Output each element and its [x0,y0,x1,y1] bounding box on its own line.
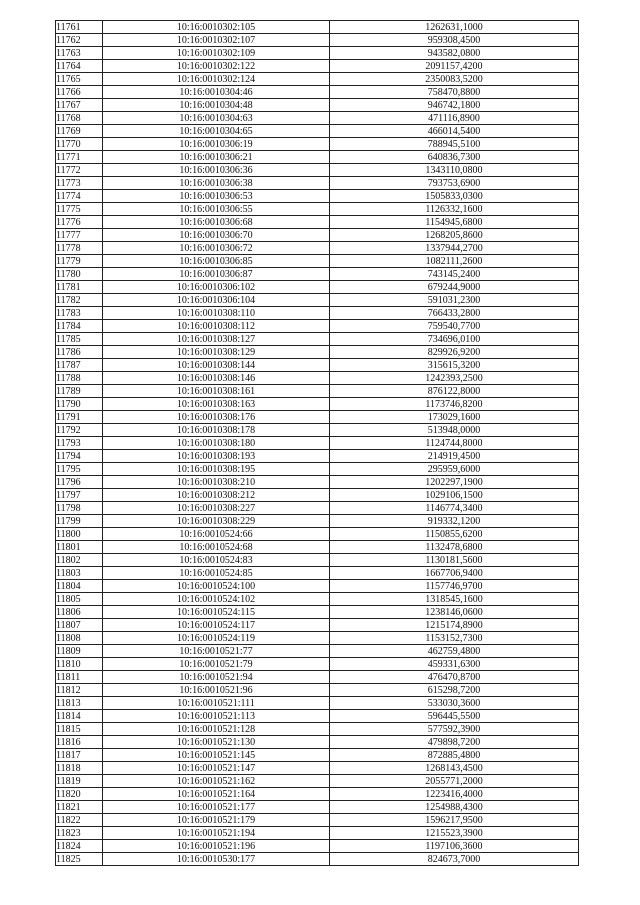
cadastral-number-cell: 10:16:0010521:164 [103,788,330,801]
cadastral-number-cell: 10:16:0010306:87 [103,268,330,281]
cadastral-number-cell: 10:16:0010304:63 [103,112,330,125]
cadastral-number-cell: 10:16:0010304:48 [103,99,330,112]
cadastral-number-cell: 10:16:0010308:161 [103,385,330,398]
cadastral-value-cell: 466014,5400 [330,125,579,138]
row-number-cell: 11784 [56,320,103,333]
row-number-cell: 11814 [56,710,103,723]
row-number-cell: 11808 [56,632,103,645]
table-row [56,216,579,229]
cadastral-number-cell: 10:16:0010302:124 [103,73,330,86]
cadastral-value-cell: 315615,3200 [330,359,579,372]
table-row [56,86,579,99]
table-row [56,580,579,593]
cadastral-value-cell: 1126332,1600 [330,203,579,216]
table-row [56,424,579,437]
cadastral-value-cell: 1197106,3600 [330,840,579,853]
row-number-cell: 11805 [56,593,103,606]
row-number-cell: 11810 [56,658,103,671]
row-number-cell: 11822 [56,814,103,827]
cadastral-number-cell: 10:16:0010524:119 [103,632,330,645]
cadastral-number-cell: 10:16:0010524:66 [103,528,330,541]
table-row [56,229,579,242]
row-number-cell: 11763 [56,47,103,60]
table-row [56,73,579,86]
cadastral-value-cell: 788945,5100 [330,138,579,151]
cadastral-number-cell: 10:16:0010521:162 [103,775,330,788]
row-number-cell: 11779 [56,255,103,268]
cadastral-value-cell: 1268143,4500 [330,762,579,775]
table-row [56,346,579,359]
row-number-cell: 11821 [56,801,103,814]
cadastral-value-cell: 1262631,1000 [330,21,579,34]
cadastral-value-cell: 640836,7300 [330,151,579,164]
cadastral-number-cell: 10:16:0010524:102 [103,593,330,606]
cadastral-number-cell: 10:16:0010306:104 [103,294,330,307]
cadastral-number-cell: 10:16:0010302:107 [103,34,330,47]
cadastral-value-cell: 943582,0800 [330,47,579,60]
cadastral-value-cell: 946742,1800 [330,99,579,112]
cadastral-value-cell: 476470,8700 [330,671,579,684]
cadastral-value-cell: 1337944,2700 [330,242,579,255]
cadastral-value-cell: 1146774,3400 [330,502,579,515]
cadastral-value-cell: 1132478,6800 [330,541,579,554]
table-row [56,34,579,47]
row-number-cell: 11776 [56,216,103,229]
cadastral-number-cell: 10:16:0010308:110 [103,307,330,320]
row-number-cell: 11791 [56,411,103,424]
table-row [56,697,579,710]
cadastral-value-cell: 2091157,4200 [330,60,579,73]
table-row [56,255,579,268]
row-number-cell: 11796 [56,476,103,489]
row-number-cell: 11781 [56,281,103,294]
cadastral-number-cell: 10:16:0010524:100 [103,580,330,593]
table-row [56,489,579,502]
cadastral-value-cell: 1202297,1900 [330,476,579,489]
cadastral-value-cell: 577592,3900 [330,723,579,736]
cadastral-number-cell: 10:16:0010521:96 [103,684,330,697]
cadastral-number-cell: 10:16:0010524:68 [103,541,330,554]
table-row [56,411,579,424]
row-number-cell: 11789 [56,385,103,398]
cadastral-number-cell: 10:16:0010306:53 [103,190,330,203]
row-number-cell: 11823 [56,827,103,840]
row-number-cell: 11787 [56,359,103,372]
cadastral-number-cell: 10:16:0010306:19 [103,138,330,151]
cadastral-value-cell: 1667706,9400 [330,567,579,580]
table-row [56,658,579,671]
table-row [56,619,579,632]
table-row [56,515,579,528]
cadastral-value-cell: 462759,4800 [330,645,579,658]
table-row [56,372,579,385]
row-number-cell: 11817 [56,749,103,762]
table-row [56,99,579,112]
row-number-cell: 11785 [56,333,103,346]
cadastral-number-cell: 10:16:0010308:212 [103,489,330,502]
cadastral-number-cell: 10:16:0010521:130 [103,736,330,749]
cadastral-number-cell: 10:16:0010308:193 [103,450,330,463]
cadastral-number-cell: 10:16:0010308:129 [103,346,330,359]
cadastral-number-cell: 10:16:0010306:21 [103,151,330,164]
row-number-cell: 11797 [56,489,103,502]
cadastral-value-cell: 596445,5500 [330,710,579,723]
cadastral-value-cell: 743145,2400 [330,268,579,281]
cadastral-value-cell: 1223416,4000 [330,788,579,801]
cadastral-number-cell: 10:16:0010521:79 [103,658,330,671]
row-number-cell: 11775 [56,203,103,216]
table-row [56,138,579,151]
cadastral-number-cell: 10:16:0010304:65 [103,125,330,138]
cadastral-number-cell: 10:16:0010308:146 [103,372,330,385]
row-number-cell: 11761 [56,21,103,34]
row-number-cell: 11793 [56,437,103,450]
table-row [56,112,579,125]
cadastral-number-cell: 10:16:0010524:115 [103,606,330,619]
cadastral-number-cell: 10:16:0010524:117 [103,619,330,632]
row-number-cell: 11780 [56,268,103,281]
cadastral-value-cell: 615298,7200 [330,684,579,697]
row-number-cell: 11798 [56,502,103,515]
cadastral-value-cell: 759540,7700 [330,320,579,333]
table-row [56,164,579,177]
table-row [56,606,579,619]
row-number-cell: 11790 [56,398,103,411]
cadastral-number-cell: 10:16:0010521:145 [103,749,330,762]
table-row [56,840,579,853]
table-row [56,190,579,203]
row-number-cell: 11819 [56,775,103,788]
table-row [56,528,579,541]
table-row [56,307,579,320]
cadastral-number-cell: 10:16:0010524:83 [103,554,330,567]
table-row [56,749,579,762]
row-number-cell: 11804 [56,580,103,593]
row-number-cell: 11782 [56,294,103,307]
cadastral-number-cell: 10:16:0010308:227 [103,502,330,515]
table-row [56,398,579,411]
cadastral-value-cell: 1318545,1600 [330,593,579,606]
table-row [56,645,579,658]
row-number-cell: 11795 [56,463,103,476]
table-row [56,827,579,840]
table-row [56,853,579,866]
cadastral-value-cell: 1157746,9700 [330,580,579,593]
cadastral-number-cell: 10:16:0010306:68 [103,216,330,229]
cadastral-number-cell: 10:16:0010306:72 [103,242,330,255]
cadastral-number-cell: 10:16:0010521:128 [103,723,330,736]
cadastral-number-cell: 10:16:0010521:179 [103,814,330,827]
row-number-cell: 11765 [56,73,103,86]
cadastral-number-cell: 10:16:0010308:112 [103,320,330,333]
cadastral-number-cell: 10:16:0010530:177 [103,853,330,866]
table-row [56,775,579,788]
cadastral-value-cell: 1082111,2600 [330,255,579,268]
table-row [56,788,579,801]
cadastral-number-cell: 10:16:0010521:111 [103,697,330,710]
table-row [56,177,579,190]
cadastral-number-cell: 10:16:0010308:210 [103,476,330,489]
cadastral-value-cell: 1254988,4300 [330,801,579,814]
row-number-cell: 11813 [56,697,103,710]
row-number-cell: 11762 [56,34,103,47]
row-number-cell: 11767 [56,99,103,112]
row-number-cell: 11820 [56,788,103,801]
cadastral-value-cell: 793753,6900 [330,177,579,190]
row-number-cell: 11774 [56,190,103,203]
row-number-cell: 11806 [56,606,103,619]
table-row [56,242,579,255]
row-number-cell: 11812 [56,684,103,697]
row-number-cell: 11773 [56,177,103,190]
table-row [56,814,579,827]
row-number-cell: 11816 [56,736,103,749]
cadastral-value-cell: 471116,8900 [330,112,579,125]
cadastral-number-cell: 10:16:0010521:94 [103,671,330,684]
cadastral-number-cell: 10:16:0010306:38 [103,177,330,190]
table-row [56,801,579,814]
table-row [56,203,579,216]
table-row [56,554,579,567]
cadastral-value-cell: 295959,6000 [330,463,579,476]
cadastral-value-cell: 1130181,5600 [330,554,579,567]
cadastral-number-cell: 10:16:0010521:147 [103,762,330,775]
cadastral-number-cell: 10:16:0010308:176 [103,411,330,424]
row-number-cell: 11764 [56,60,103,73]
cadastral-value-cell: 1154945,6800 [330,216,579,229]
row-number-cell: 11801 [56,541,103,554]
cadastral-number-cell: 10:16:0010308:195 [103,463,330,476]
table-row [56,502,579,515]
table-row [56,21,579,34]
table-row [56,268,579,281]
row-number-cell: 11818 [56,762,103,775]
row-number-cell: 11777 [56,229,103,242]
table-row [56,281,579,294]
table-row [56,385,579,398]
row-number-cell: 11825 [56,853,103,866]
cadastral-number-cell: 10:16:0010302:109 [103,47,330,60]
cadastral-value-cell: 1215174,8900 [330,619,579,632]
cadastral-value-cell: 479898,7200 [330,736,579,749]
row-number-cell: 11788 [56,372,103,385]
row-number-cell: 11778 [56,242,103,255]
row-number-cell: 11803 [56,567,103,580]
cadastral-value-cell: 214919,4500 [330,450,579,463]
cadastral-number-cell: 10:16:0010524:85 [103,567,330,580]
row-number-cell: 11802 [56,554,103,567]
table-row [56,151,579,164]
row-number-cell: 11811 [56,671,103,684]
cadastral-value-cell: 173029,1600 [330,411,579,424]
cadastral-value-cell: 459331,6300 [330,658,579,671]
cadastral-value-cell: 2055771,2000 [330,775,579,788]
cadastral-value-cell: 1029106,1500 [330,489,579,502]
cadastral-number-cell: 10:16:0010304:46 [103,86,330,99]
cadastral-number-cell: 10:16:0010521:177 [103,801,330,814]
table-row [56,567,579,580]
table-row [56,47,579,60]
cadastral-value-cell: 1238146,0600 [330,606,579,619]
table-row [56,320,579,333]
table-row [56,450,579,463]
row-number-cell: 11824 [56,840,103,853]
table-row [56,541,579,554]
cadastral-number-cell: 10:16:0010308:127 [103,333,330,346]
row-number-cell: 11772 [56,164,103,177]
cadastral-value-cell: 829926,9200 [330,346,579,359]
row-number-cell: 11807 [56,619,103,632]
cadastral-number-cell: 10:16:0010306:102 [103,281,330,294]
cadastral-value-cell: 1596217,9500 [330,814,579,827]
row-number-cell: 11770 [56,138,103,151]
table-row [56,762,579,775]
cadastral-number-cell: 10:16:0010308:180 [103,437,330,450]
cadastral-number-cell: 10:16:0010306:36 [103,164,330,177]
table-row [56,632,579,645]
table-row [56,684,579,697]
cadastral-value-cell: 872885,4800 [330,749,579,762]
cadastral-number-cell: 10:16:0010306:85 [103,255,330,268]
row-number-cell: 11800 [56,528,103,541]
table-row [56,125,579,138]
table-row [56,437,579,450]
table-row [56,723,579,736]
cadastral-number-cell: 10:16:0010308:144 [103,359,330,372]
row-number-cell: 11786 [56,346,103,359]
cadastral-number-cell: 10:16:0010521:194 [103,827,330,840]
cadastral-number-cell: 10:16:0010521:113 [103,710,330,723]
table-row [56,294,579,307]
cadastral-value-cell: 1153152,7300 [330,632,579,645]
table-row [56,476,579,489]
table-row [56,359,579,372]
cadastral-value-cell: 919332,1200 [330,515,579,528]
cadastral-value-cell: 1215523,3900 [330,827,579,840]
table-row [56,710,579,723]
cadastral-number-cell: 10:16:0010306:70 [103,229,330,242]
cadastral-value-cell: 1150855,6200 [330,528,579,541]
cadastral-value-cell: 766433,2800 [330,307,579,320]
table-row [56,593,579,606]
cadastral-value-cell: 1343110,0800 [330,164,579,177]
cadastral-value-cell: 1268205,8600 [330,229,579,242]
cadastral-value-table [55,20,579,866]
cadastral-number-cell: 10:16:0010306:55 [103,203,330,216]
row-number-cell: 11799 [56,515,103,528]
row-number-cell: 11771 [56,151,103,164]
cadastral-value-cell: 533030,3600 [330,697,579,710]
cadastral-number-cell: 10:16:0010308:229 [103,515,330,528]
row-number-cell: 11815 [56,723,103,736]
table-row [56,463,579,476]
row-number-cell: 11768 [56,112,103,125]
cadastral-number-cell: 10:16:0010308:178 [103,424,330,437]
cadastral-number-cell: 10:16:0010302:105 [103,21,330,34]
row-number-cell: 11769 [56,125,103,138]
cadastral-value-cell: 876122,8000 [330,385,579,398]
cadastral-value-cell: 1124744,8000 [330,437,579,450]
cadastral-value-cell: 734696,0100 [330,333,579,346]
cadastral-value-cell: 1242393,2500 [330,372,579,385]
cadastral-value-cell: 959308,4500 [330,34,579,47]
row-number-cell: 11783 [56,307,103,320]
cadastral-number-cell: 10:16:0010302:122 [103,60,330,73]
row-number-cell: 11809 [56,645,103,658]
row-number-cell: 11766 [56,86,103,99]
table-body [56,21,579,866]
cadastral-value-cell: 758470,8800 [330,86,579,99]
cadastral-value-cell: 1173746,8200 [330,398,579,411]
table-row [56,333,579,346]
row-number-cell: 11794 [56,450,103,463]
cadastral-value-cell: 2350083,5200 [330,73,579,86]
cadastral-value-cell: 1505833,0300 [330,190,579,203]
row-number-cell: 11792 [56,424,103,437]
cadastral-number-cell: 10:16:0010521:77 [103,645,330,658]
cadastral-value-cell: 591031,2300 [330,294,579,307]
cadastral-value-cell: 513948,0000 [330,424,579,437]
table-row [56,671,579,684]
cadastral-value-cell: 824673,7000 [330,853,579,866]
table-row [56,736,579,749]
cadastral-number-cell: 10:16:0010521:196 [103,840,330,853]
cadastral-value-cell: 679244,9000 [330,281,579,294]
table-row [56,60,579,73]
cadastral-number-cell: 10:16:0010308:163 [103,398,330,411]
